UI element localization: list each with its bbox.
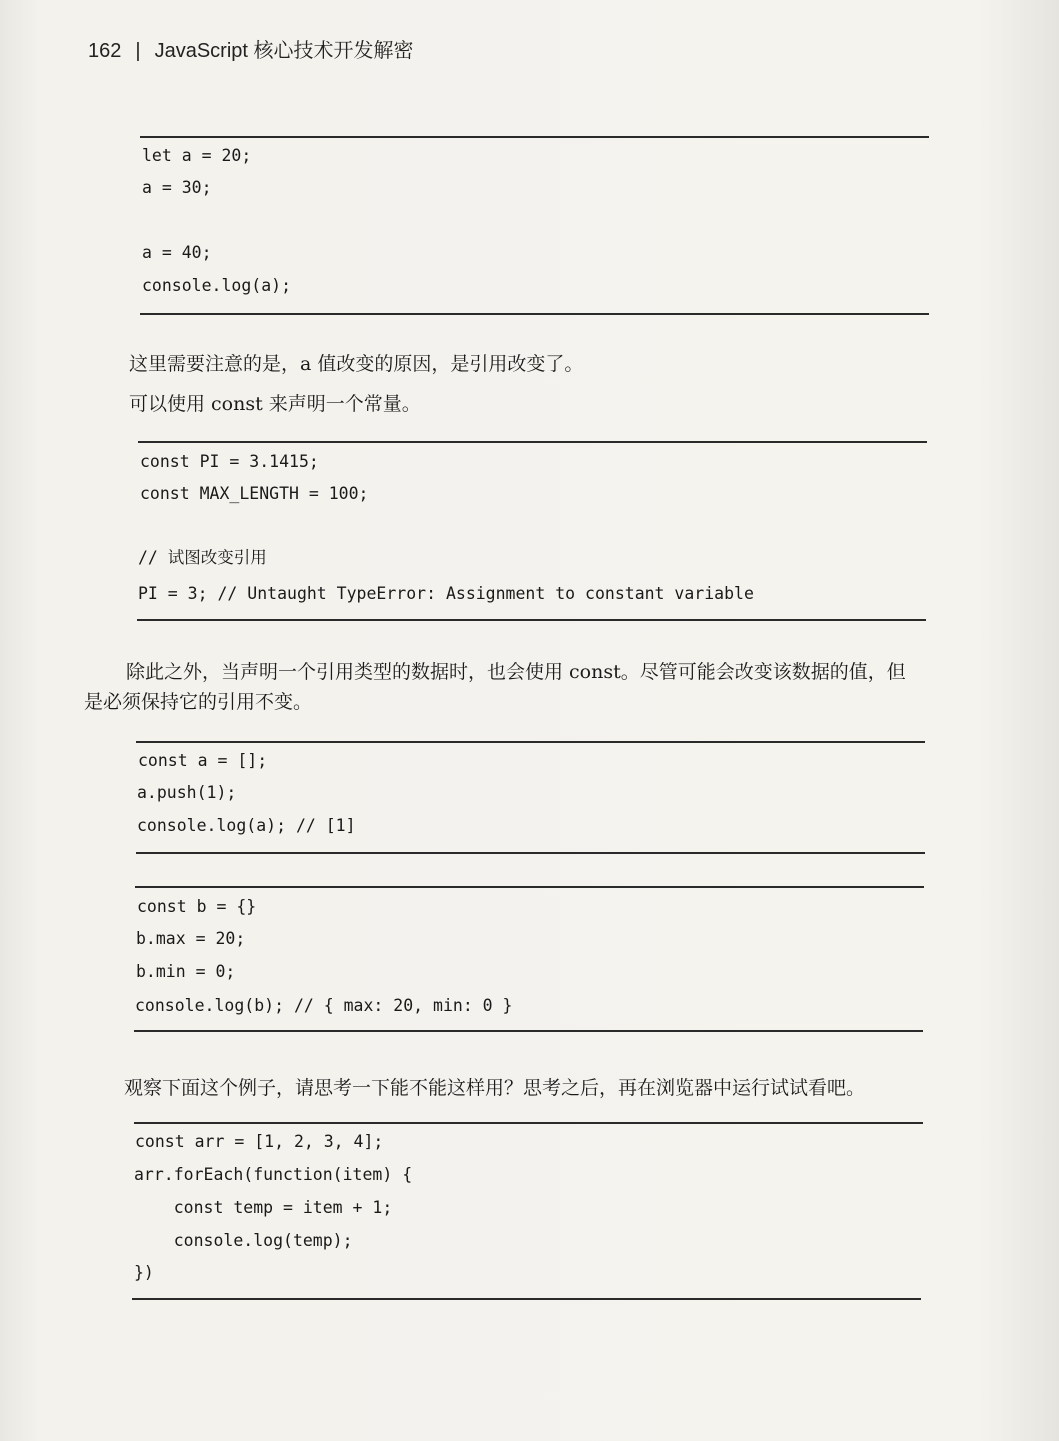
body-paragraph: 观察下面这个例子，请思考一下能不能这样用？思考之后，再在浏览器中运行试试看吧。 bbox=[124, 1077, 866, 1099]
body-paragraph: 可以使用 const 来声明一个常量。 bbox=[129, 393, 421, 415]
code-line: console.log(b); // { max: 20, min: 0 } bbox=[135, 996, 513, 1015]
page-number: 162 bbox=[88, 40, 122, 62]
code-block-3-bottom-rule bbox=[136, 852, 925, 854]
body-paragraph: 是必须保持它的引用不变。 bbox=[84, 691, 313, 713]
code-line: const a = []; bbox=[138, 751, 268, 770]
code-line: const MAX_LENGTH = 100; bbox=[140, 484, 369, 503]
code-block-2-bottom-rule bbox=[137, 619, 926, 621]
code-line: const PI = 3.1415; bbox=[140, 452, 319, 471]
code-line: b.max = 20; bbox=[136, 929, 246, 948]
code-line: PI = 3; // Untaught TypeError: Assignment to constant variable bbox=[138, 584, 754, 603]
code-line: const temp = item + 1; bbox=[134, 1198, 393, 1217]
book-title: JavaScript 核心技术开发解密 bbox=[154, 40, 414, 62]
code-block-4-bottom-rule bbox=[134, 1030, 923, 1032]
code-line: }) bbox=[134, 1263, 154, 1282]
code-block-1-top-rule bbox=[140, 136, 929, 138]
code-comment: // 试图改变引用 bbox=[138, 548, 267, 567]
code-block-3-top-rule bbox=[136, 741, 925, 743]
code-line: arr.forEach(function(item) { bbox=[134, 1165, 413, 1184]
code-line: console.log(a); // [1] bbox=[137, 816, 356, 835]
code-line: a = 40; bbox=[142, 243, 212, 262]
code-block-4-top-rule bbox=[135, 886, 924, 888]
code-line: const b = {} bbox=[137, 897, 257, 916]
code-block-1-bottom-rule bbox=[140, 313, 929, 315]
code-line: console.log(temp); bbox=[134, 1231, 353, 1250]
body-paragraph: 除此之外，当声明一个引用类型的数据时，也会使用 const。尽管可能会改变该数据的值，但 bbox=[126, 661, 906, 683]
code-block-5-bottom-rule bbox=[132, 1298, 921, 1300]
body-paragraph: 这里需要注意的是，a 值改变的原因，是引用改变了。 bbox=[129, 353, 584, 375]
code-line: a = 30; bbox=[142, 178, 212, 197]
page-header bbox=[88, 34, 414, 63]
header-separator: | bbox=[135, 40, 141, 62]
code-line: console.log(a); bbox=[142, 276, 292, 295]
code-block-5-top-rule bbox=[134, 1122, 923, 1124]
code-line: b.min = 0; bbox=[136, 962, 236, 981]
code-block-2-top-rule bbox=[138, 441, 927, 443]
code-line: const arr = [1, 2, 3, 4]; bbox=[135, 1132, 384, 1151]
code-line: a.push(1); bbox=[137, 783, 237, 802]
code-line: let a = 20; bbox=[142, 146, 252, 165]
